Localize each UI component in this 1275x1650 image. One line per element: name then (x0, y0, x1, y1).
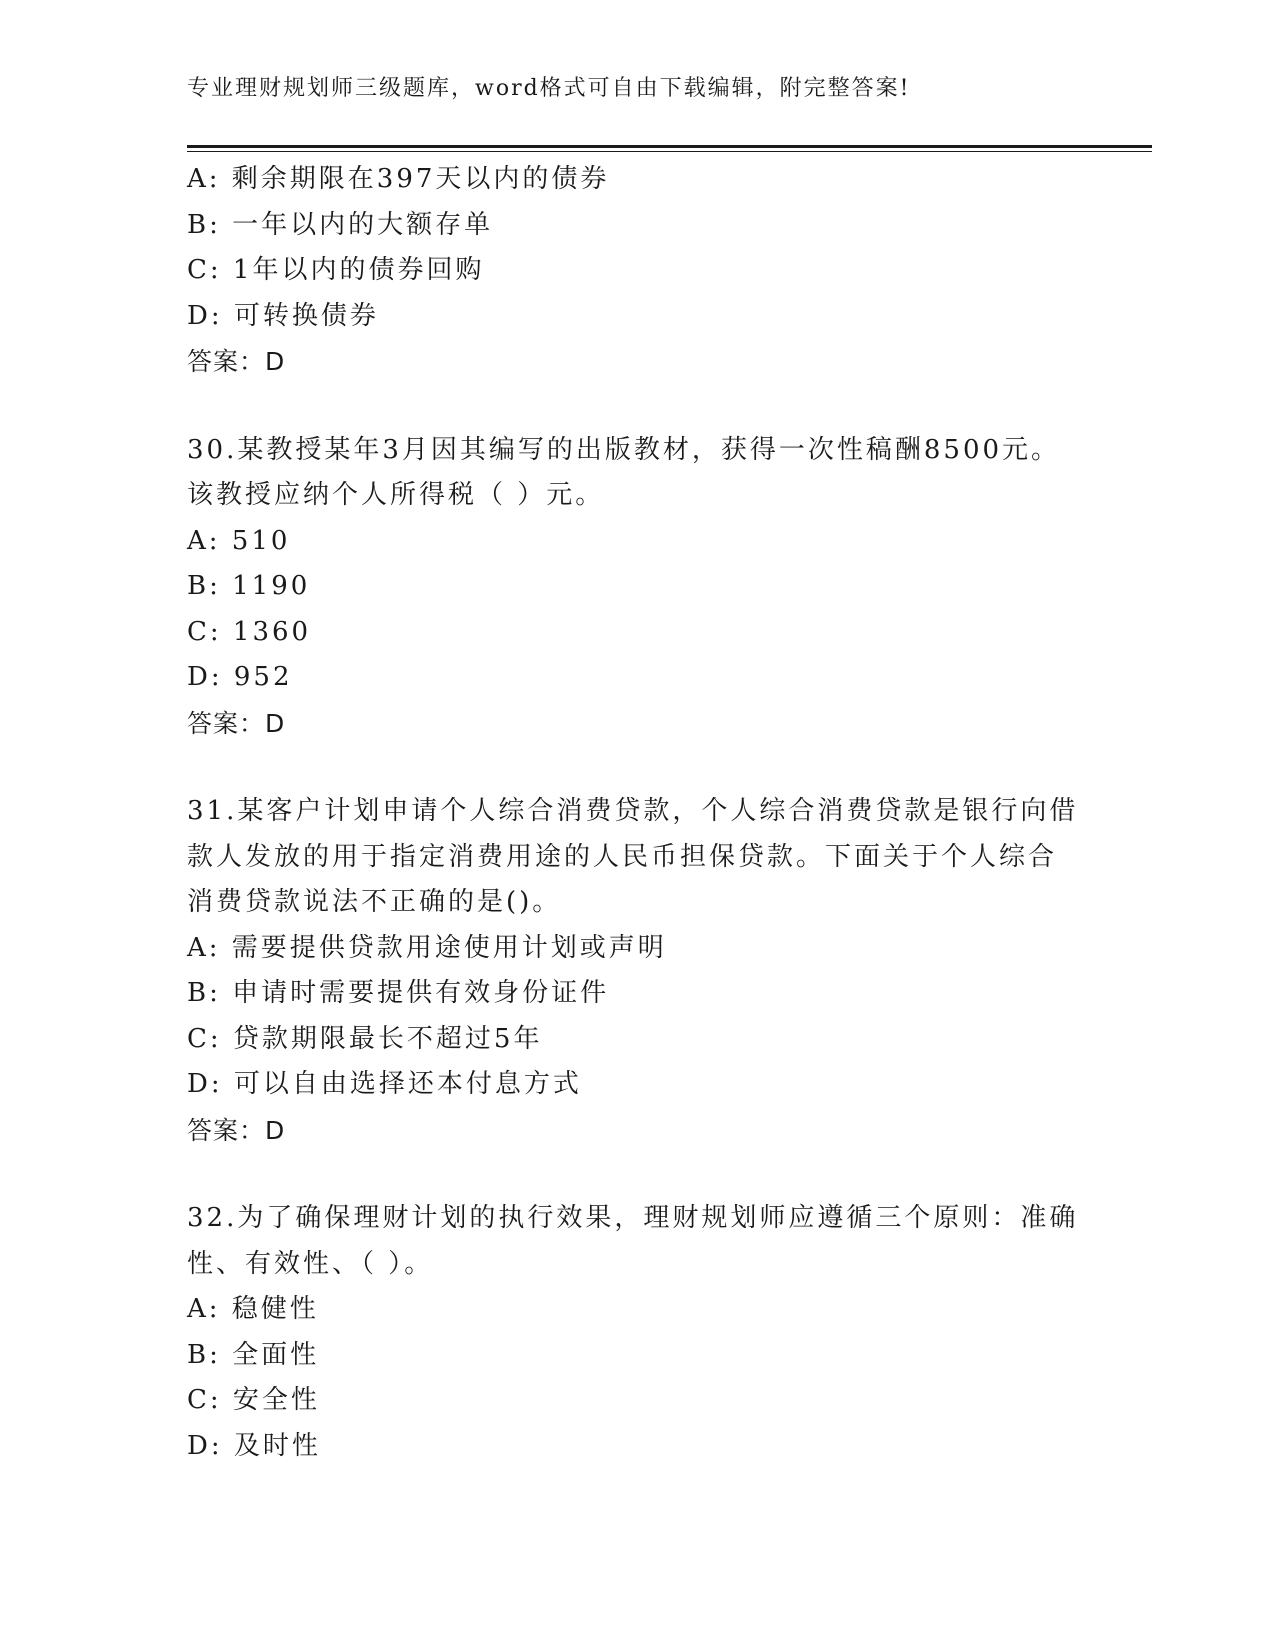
question-stem-line: 消费贷款说法不正确的是()。 (187, 887, 562, 917)
question-31 (187, 789, 1087, 1153)
question-30 (187, 428, 1087, 747)
option-d: D: 及时性 (187, 1430, 321, 1461)
question-stem-line: 性、有效性、（ ）。 (187, 1248, 434, 1279)
option-b: B: 一年以内的大额存单 (187, 209, 494, 240)
option-c: C: 贷款期限最长不超过5年 (187, 1023, 543, 1054)
question-stem-line: 该教授应纳个人所得税（ ）元。 (187, 480, 605, 510)
answer-line: 答案：D (187, 347, 286, 376)
header-rule-thick (187, 145, 1152, 148)
option-b: B: 申请时需要提供有效身份证件 (187, 978, 610, 1008)
header-rule-thin (187, 151, 1152, 152)
option-a: A: 需要提供贷款用途使用计划或声明 (187, 932, 667, 963)
option-a: A: 稳健性 (187, 1294, 319, 1324)
question-content (187, 157, 1087, 1469)
answer-line: 答案：D (187, 708, 286, 738)
answer-line: 答案：D (187, 1115, 286, 1145)
option-c: C: 安全性 (187, 1385, 320, 1415)
question-stem-line: 款人发放的用于指定消费用途的人民币担保贷款。下面关于个人综合 (187, 841, 1058, 872)
option-a: A: 510 (187, 525, 291, 556)
page-header: 专业理财规划师三级题库，word格式可自由下载编辑，附完整答案! (187, 76, 911, 101)
question-32 (187, 1196, 1087, 1469)
question-stem-line: 32.为了确保理财计划的执行效果，理财规划师应遵循三个原则：准确 (187, 1203, 1079, 1233)
option-c: C: 1360 (187, 616, 312, 647)
option-c: C: 1年以内的债券回购 (187, 255, 485, 285)
question-stem-line: 30.某教授某年3月因其编写的出版教材，获得一次性稿酬8500元。 (187, 434, 1061, 465)
option-d: D: 可转换债券 (187, 300, 379, 331)
option-b: B: 1190 (187, 571, 311, 601)
question-29-fragment (187, 157, 1087, 385)
option-d: D: 952 (187, 662, 293, 692)
option-b: B: 全面性 (187, 1339, 320, 1370)
question-stem-line: 31.某客户计划申请个人综合消费贷款，个人综合消费贷款是银行向借 (187, 796, 1079, 826)
option-d: D: 可以自由选择还本付息方式 (187, 1069, 582, 1099)
option-a: A: 剩余期限在397天以内的债券 (187, 164, 610, 194)
